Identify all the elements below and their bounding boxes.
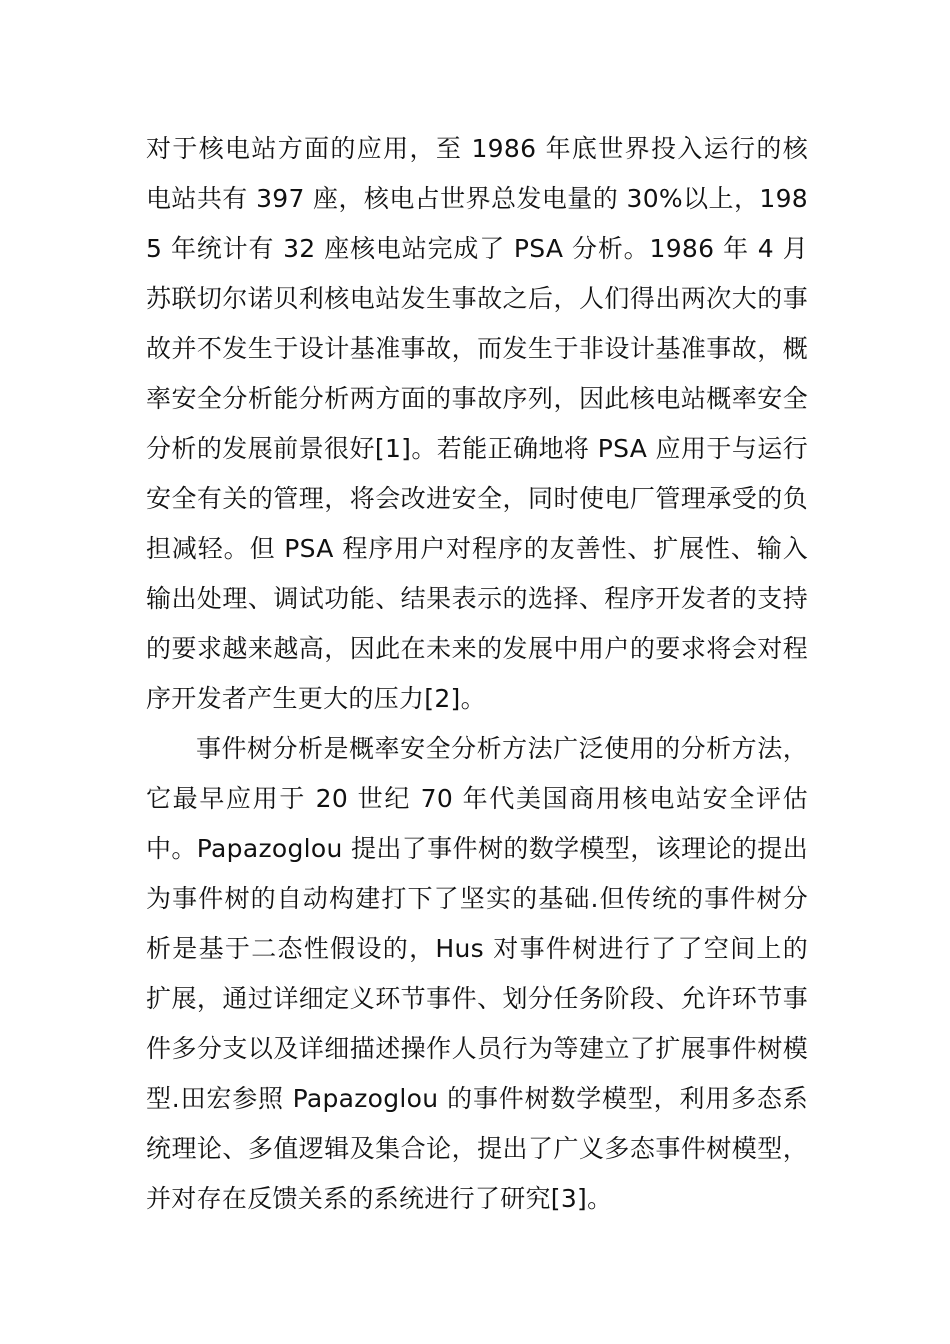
paragraph-2: 事件树分析是概率安全分析方法广泛使用的分析方法，它最早应用于 20 世纪 70 年代美国商用核电站安全评估中。Papazoglou 提出了事件树的数学模型，该理论的提出为事件树的自动构建打下了坚实的基础.但传统的事件树分析是基于二态性假设的，Hus 对事件树进行了了空间上的扩展，通过详细定义环节事件、划分任务阶段、允许环节事件多分支以及详细描述操作人员行为等建立了扩展事件树模型.田宏参照 Papazoglou 的事件树数学模型，利用多态系统理论、多值逻辑及集合论，提出了广义多态事件树模型，并对存在反馈关系的系统进行了研究[3]。 (146, 734, 808, 1213)
body-text (146, 124, 808, 1224)
paragraph-1: 对于核电站方面的应用，至 1986 年底世界投入运行的核电站共有 397 座，核电占世界总发电量的 30%以上，1985 年统计有 32 座核电站完成了 PSA 分析。1986 年 4 月苏联切尔诺贝利核电站发生事故之后，人们得出两次大的事故并不发生于设计基准事故，而发生于非设计基准事故，概率安全分析能分析两方面的事故序列，因此核电站概率安全分析的发展前景很好[1]。若能正确地将 PSA 应用于与运行安全有关的管理，将会改进安全，同时使电厂管理承受的负担减轻。但 PSA 程序用户对程序的友善性、扩展性、输入输出处理、调试功能、结果表示的选择、程序开发者的支持的要求越来越高，因此在未来的发展中用户的要求将会对程序开发者产生更大的压力[2]。 (146, 134, 808, 713)
